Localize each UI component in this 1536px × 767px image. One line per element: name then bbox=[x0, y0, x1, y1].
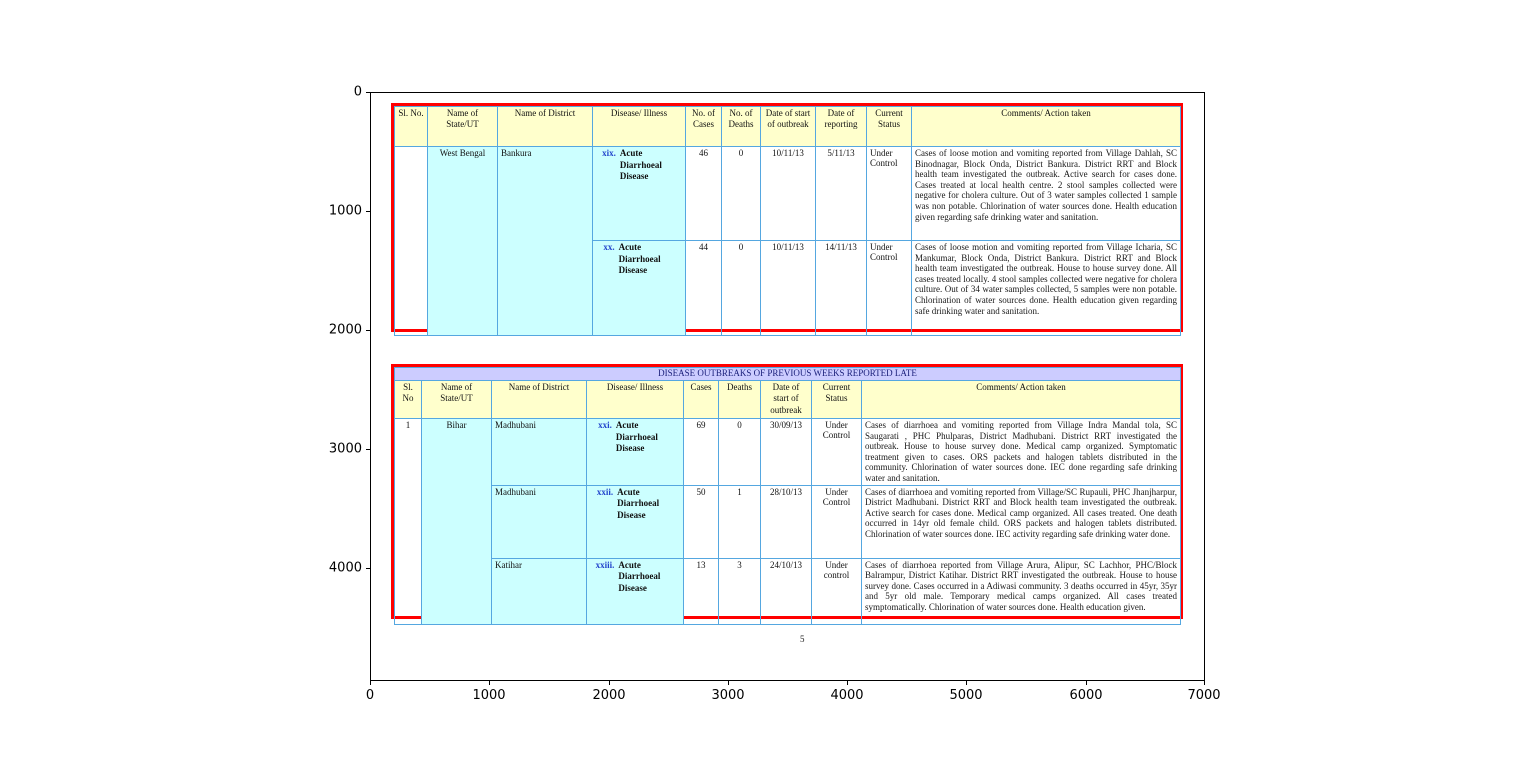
start-date-cell: 10/11/13 bbox=[761, 241, 816, 336]
x-tick bbox=[370, 681, 371, 685]
col-header-disease: Disease/ Illness bbox=[593, 107, 686, 147]
reporting-date-cell: 14/11/13 bbox=[816, 241, 867, 336]
status-cell: Under control bbox=[812, 558, 862, 624]
disease-cell bbox=[587, 485, 684, 558]
start-date-cell: 28/10/13 bbox=[761, 485, 812, 558]
status-cell: Under Control bbox=[867, 241, 912, 336]
disease-name: Acute Diarrhoeal Disease bbox=[615, 420, 658, 454]
x-tick-label: 3000 bbox=[711, 688, 745, 703]
col-header-status: Current Status bbox=[867, 107, 912, 147]
district-cell: Katihar bbox=[492, 558, 587, 624]
disease-number: xx. bbox=[603, 242, 615, 252]
x-tick bbox=[728, 681, 729, 685]
table-row bbox=[395, 147, 1181, 241]
disease-number: xxiii. bbox=[595, 559, 615, 570]
disease-cell bbox=[593, 241, 686, 336]
cases-cell: 50 bbox=[684, 485, 719, 558]
y-tick bbox=[366, 211, 370, 212]
deaths-cell: 0 bbox=[722, 147, 761, 241]
disease-name: Acute Diarrhoeal Disease bbox=[617, 486, 660, 520]
x-tick-label: 1000 bbox=[472, 688, 506, 703]
col-header-district: Name of District bbox=[492, 381, 587, 419]
cases-cell: 69 bbox=[684, 419, 719, 486]
col-header-status: Current Status bbox=[812, 381, 862, 419]
y-tick-label: 3000 bbox=[328, 441, 362, 457]
reporting-date-cell: 5/11/13 bbox=[816, 147, 867, 241]
disease-name: Acute Diarrhoeal Disease bbox=[618, 559, 661, 593]
comments-cell: Cases of diarrhoea reported from Village Arura, Alipur, SC Lachhor, PHC/Block Balrampur, District Katihar. District RRT investigated the outbreak. House to house survey done. Cases occurred in a Adiwasi community. 3 deaths occurred in 45yr, 35yr and 5yr old male. Temporary medical camps organized. All cases treated symptomatically. Chlorination of water sources done. Health education given. bbox=[862, 558, 1181, 624]
col-header-cases: No. of Cases bbox=[686, 107, 722, 147]
y-tick-label: 2000 bbox=[328, 322, 362, 338]
col-header-reporting-date: Date of reporting bbox=[816, 107, 867, 147]
x-tick-label: 5000 bbox=[949, 688, 983, 703]
disease-number: xxi. bbox=[598, 420, 612, 430]
y-tick bbox=[366, 330, 370, 331]
deaths-cell: 0 bbox=[722, 241, 761, 336]
y-tick-label: 1000 bbox=[328, 203, 362, 219]
y-tick bbox=[366, 568, 370, 569]
outbreak-table-current bbox=[391, 103, 1183, 332]
col-header-disease: Disease/ Illness bbox=[587, 381, 684, 419]
col-header-state: Name of State/UT bbox=[422, 381, 492, 419]
status-cell: Under Control bbox=[867, 147, 912, 241]
x-tick-label: 2000 bbox=[592, 688, 626, 703]
sl-no-cell: 1 bbox=[395, 419, 422, 625]
disease-cell bbox=[587, 419, 684, 486]
deaths-cell: 3 bbox=[719, 558, 761, 624]
disease-number: xix. bbox=[602, 148, 616, 158]
x-tick-label: 0 bbox=[365, 688, 375, 703]
x-tick bbox=[489, 681, 490, 685]
comments-cell: Cases of loose motion and vomiting reported from Village Icharia, SC Mankumar, Block Onda, District Bankura. District RRT and Block health team investigated the outbreak. House to house survey done. All cases treated locally. 4 stool samples collected were negative for cholera culture. Out of 34 water samples collected, 5 samples were non potable. Chlorination of water sources done. Health education given regarding safe drinking water and sanitation. bbox=[912, 241, 1181, 336]
y-tick bbox=[366, 92, 370, 93]
col-header-district: Name of District bbox=[498, 107, 593, 147]
cases-cell: 13 bbox=[684, 558, 719, 624]
district-cell: Bankura bbox=[498, 147, 593, 336]
col-header-deaths: No. of Deaths bbox=[722, 107, 761, 147]
deaths-cell: 0 bbox=[719, 419, 761, 486]
district-cell: Madhubani bbox=[492, 419, 587, 486]
district-cell: Madhubani bbox=[492, 485, 587, 558]
comments-cell: Cases of loose motion and vomiting reported from Village Dahlah, SC Binodnagar, Block Onda, District Bankura. District RRT and Block health team investigated the outbreak. Active search for cases done. Cases treated at local health centre. 2 stool samples collected were negative for cholera culture. Out of 3 water samples collected 1 sample was non potable. Chlorination of water sources done. Health education given regarding safe drinking water and sanitation. bbox=[912, 147, 1181, 241]
x-tick-label: 6000 bbox=[1069, 688, 1103, 703]
y-tick bbox=[366, 449, 370, 450]
col-header-start-date: Date of start of outbreak bbox=[761, 107, 816, 147]
cases-cell: 46 bbox=[686, 147, 722, 241]
state-cell: Bihar bbox=[422, 419, 492, 625]
col-header-state: Name of State/UT bbox=[428, 107, 498, 147]
comments-cell: Cases of diarrhoea and vomiting reported from Village Indra Mandal tola, SC Saugarati , PHC Phulparas, District Madhubani. District RRT investigated the outbreak. House to house survey done. Medical camp organized. Symptomatic treatment given to cases. ORS packets and halogen tablets distributed in the community. Chlorination of water sources done. IEC done regarding safe drinking water and sanitation. bbox=[862, 419, 1181, 486]
disease-name: Acute Diarrhoeal Disease bbox=[619, 148, 662, 182]
deaths-cell: 1 bbox=[719, 485, 761, 558]
col-header-sl-no: Sl. No bbox=[395, 381, 422, 419]
disease-cell bbox=[587, 558, 684, 624]
comments-cell: Cases of diarrhoea and vomiting reported from Village/SC Rupauli, PHC Jhanjharpur, District Madhubani. District RRT and Block health team investigated the outbreak. Active search for cases done. Medical camp organized. All cases treated. One death occurred in 14yr old female child. ORS packets and halogen tablets distributed. Chlorination of water sources done. IEC activity regarding safe drinking water done. bbox=[862, 485, 1181, 558]
table-title: DISEASE OUTBREAKS OF PREVIOUS WEEKS REPORTED LATE bbox=[395, 368, 1181, 381]
x-tick bbox=[847, 681, 848, 685]
table-row bbox=[395, 485, 1181, 558]
x-tick-label: 7000 bbox=[1187, 688, 1221, 703]
start-date-cell: 30/09/13 bbox=[761, 419, 812, 486]
col-header-start-date: Date of start of outbreak bbox=[761, 381, 812, 419]
y-tick-label: 4000 bbox=[328, 560, 362, 576]
x-tick bbox=[966, 681, 967, 685]
outbreak-table-previous-weeks bbox=[391, 364, 1183, 619]
table-row bbox=[395, 558, 1181, 624]
sl-no-cell bbox=[395, 147, 428, 336]
state-cell: West Bengal bbox=[428, 147, 498, 336]
col-header-deaths: Deaths bbox=[719, 381, 761, 419]
x-tick bbox=[1204, 681, 1205, 685]
col-header-cases: Cases bbox=[684, 381, 719, 419]
page-number: 5 bbox=[800, 634, 805, 644]
col-header-comments: Comments/ Action taken bbox=[862, 381, 1181, 419]
cases-cell: 44 bbox=[686, 241, 722, 336]
disease-number: xxii. bbox=[596, 486, 614, 497]
disease-name: Acute Diarrhoeal Disease bbox=[618, 242, 661, 276]
col-header-sl-no: Sl. No. bbox=[395, 107, 428, 147]
x-tick bbox=[609, 681, 610, 685]
start-date-cell: 10/11/13 bbox=[761, 147, 816, 241]
status-cell: Under Control bbox=[812, 419, 862, 486]
table-row bbox=[395, 419, 1181, 486]
start-date-cell: 24/10/13 bbox=[761, 558, 812, 624]
y-tick-label: 0 bbox=[353, 84, 362, 100]
col-header-comments: Comments/ Action taken bbox=[912, 107, 1181, 147]
x-tick-label: 4000 bbox=[830, 688, 864, 703]
x-tick bbox=[1086, 681, 1087, 685]
status-cell: Under Control bbox=[812, 485, 862, 558]
disease-cell bbox=[593, 147, 686, 241]
